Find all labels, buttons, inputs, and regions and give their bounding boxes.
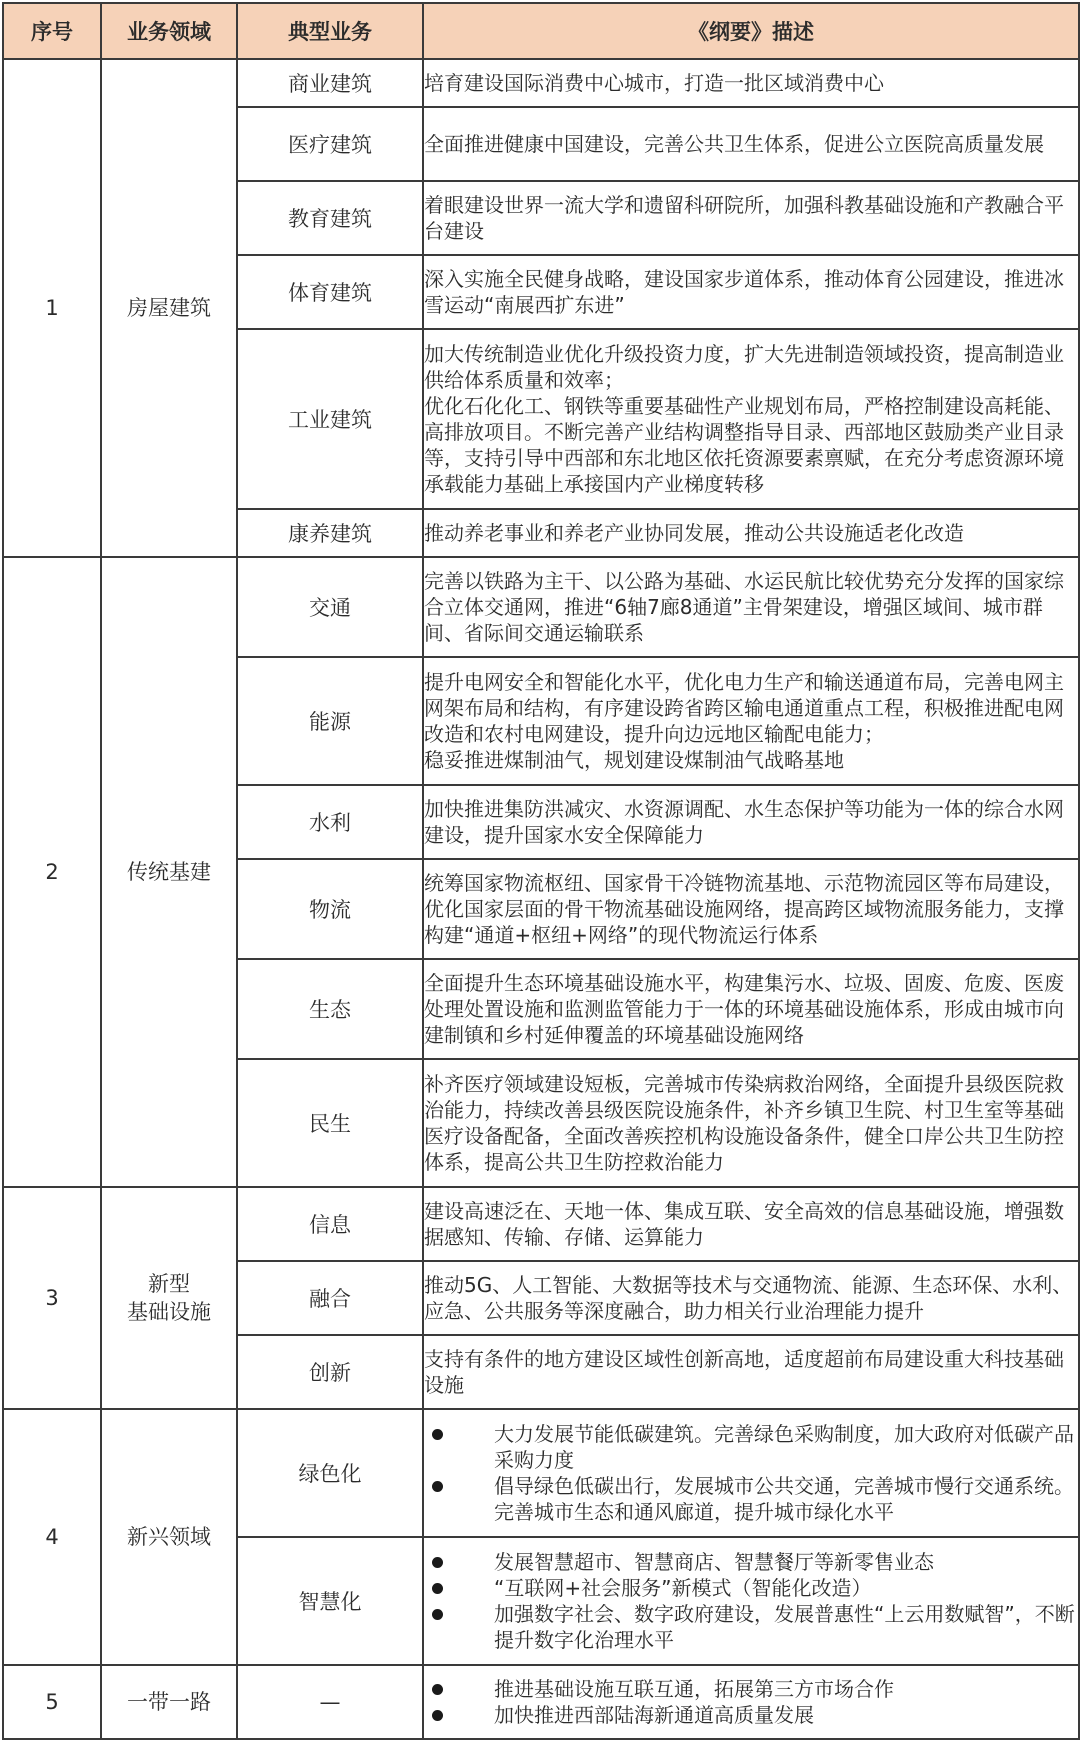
business-cell: 能源 bbox=[237, 657, 423, 785]
description-text: 推动养老事业和养老产业协同发展，推动公共设施适老化改造 bbox=[424, 521, 964, 545]
business-cell: 医疗建筑 bbox=[237, 107, 423, 181]
business-cell: 生态 bbox=[237, 959, 423, 1059]
business-cell: 体育建筑 bbox=[237, 255, 423, 329]
domain-label: 基础设施 bbox=[127, 1300, 211, 1324]
business-cell: 融合 bbox=[237, 1261, 423, 1335]
description-cell bbox=[423, 959, 1079, 1059]
business-cell: 信息 bbox=[237, 1187, 423, 1261]
description-text: 建设高速泛在、天地一体、集成互联、安全高效的信息基础设施，增强数据感知、传输、存储、运算能力 bbox=[424, 1199, 1064, 1249]
group-seq: 3 bbox=[3, 1187, 101, 1409]
bullet-text: 发展智慧超市、智慧商店、智慧餐厅等新零售业态 bbox=[494, 1550, 934, 1574]
group-domain bbox=[101, 59, 237, 557]
description-cell bbox=[423, 255, 1079, 329]
domain-label: 传统基建 bbox=[127, 860, 211, 884]
bullet-item bbox=[424, 1601, 1078, 1653]
description-cell bbox=[423, 657, 1079, 785]
header-seq: 序号 bbox=[3, 3, 101, 59]
description-text: 培育建设国际消费中心城市，打造一批区域消费中心 bbox=[424, 71, 884, 95]
description-cell bbox=[423, 1409, 1079, 1537]
group-seq: 1 bbox=[3, 59, 101, 557]
description-text: 稳妥推进煤制油气，规划建设煤制油气战略基地 bbox=[424, 748, 844, 772]
business-cell: 工业建筑 bbox=[237, 329, 423, 509]
group-domain bbox=[101, 1187, 237, 1409]
bullet-text: 加快推进西部陆海新通道高质量发展 bbox=[494, 1703, 814, 1727]
domain-label: 新兴领域 bbox=[127, 1525, 211, 1549]
bullet-item bbox=[424, 1473, 1078, 1525]
table-row bbox=[3, 1187, 1079, 1261]
description-cell bbox=[423, 181, 1079, 255]
business-cell: 民生 bbox=[237, 1059, 423, 1187]
business-cell: 康养建筑 bbox=[237, 509, 423, 557]
bullet-text: 倡导绿色低碳出行，发展城市公共交通，完善城市慢行交通系统。完善城市生态和通风廊道，提升城市绿化水平 bbox=[494, 1474, 1074, 1524]
group-domain bbox=[101, 1665, 237, 1739]
bullet-item bbox=[424, 1421, 1078, 1473]
business-cell: — bbox=[237, 1665, 423, 1739]
description-cell bbox=[423, 107, 1079, 181]
description-cell bbox=[423, 557, 1079, 657]
bullet-item bbox=[424, 1549, 1078, 1575]
bullet-dot-icon bbox=[432, 1710, 443, 1721]
business-cell: 商业建筑 bbox=[237, 59, 423, 107]
outline-table bbox=[2, 2, 1080, 1740]
table-row bbox=[3, 59, 1079, 107]
business-cell: 绿色化 bbox=[237, 1409, 423, 1537]
description-cell bbox=[423, 785, 1079, 859]
description-text: 统筹国家物流枢纽、国家骨干冷链物流基地、示范物流园区等布局建设，优化国家层面的骨干物流基础设施网络，提高跨区域物流服务能力，支撑构建“通道+枢纽+网络”的现代物流运行体系 bbox=[424, 871, 1064, 947]
description-text: 完善以铁路为主干、以公路为基础、水运民航比较优势充分发挥的国家综合立体交通网，推进“6轴7廊8通道”主骨架建设，增强区域间、城市群间、省际间交通运输联系 bbox=[424, 569, 1064, 645]
bullet-list bbox=[424, 1421, 1078, 1525]
bullet-item bbox=[424, 1702, 1078, 1728]
group-domain bbox=[101, 1409, 237, 1665]
description-cell bbox=[423, 1665, 1079, 1739]
description-text: 补齐医疗领域建设短板，完善城市传染病救治网络，全面提升县级医院救治能力，持续改善县级医院设施条件，补齐乡镇卫生院、村卫生室等基础医疗设备配备，全面改善疾控机构设施设备条件，健全口岸公共卫生防控体系，提高公共卫生防控救治能力 bbox=[424, 1072, 1064, 1174]
description-cell bbox=[423, 59, 1079, 107]
bullet-text: 大力发展节能低碳建筑。完善绿色采购制度，加大政府对低碳产品采购力度 bbox=[494, 1422, 1074, 1472]
domain-label: 新型 bbox=[148, 1272, 190, 1296]
business-cell: 物流 bbox=[237, 859, 423, 959]
bullet-dot-icon bbox=[432, 1481, 443, 1492]
description-text: 支持有条件的地方建设区域性创新高地，适度超前布局建设重大科技基础设施 bbox=[424, 1347, 1064, 1397]
bullet-list bbox=[424, 1676, 1078, 1728]
bullet-list bbox=[424, 1549, 1078, 1653]
bullet-dot-icon bbox=[432, 1684, 443, 1695]
table-row bbox=[3, 1409, 1079, 1537]
description-cell bbox=[423, 1187, 1079, 1261]
bullet-dot-icon bbox=[432, 1557, 443, 1568]
description-cell bbox=[423, 1261, 1079, 1335]
description-text: 着眼建设世界一流大学和遗留科研院所，加强科教基础设施和产教融合平台建设 bbox=[424, 193, 1064, 243]
description-text: 推动5G、人工智能、大数据等技术与交通物流、能源、生态环保、水利、应急、公共服务等深度融合，助力相关行业治理能力提升 bbox=[424, 1273, 1073, 1323]
description-text: 全面推进健康中国建设，完善公共卫生体系，促进公立医院高质量发展 bbox=[424, 132, 1044, 156]
table-body bbox=[3, 59, 1079, 1739]
table-row bbox=[3, 557, 1079, 657]
business-cell: 创新 bbox=[237, 1335, 423, 1409]
bullet-dot-icon bbox=[432, 1429, 443, 1440]
bullet-text: 推进基础设施互联互通，拓展第三方市场合作 bbox=[494, 1677, 894, 1701]
description-text: 提升电网安全和智能化水平，优化电力生产和输送通道布局，完善电网主网架布局和结构，有序建设跨省跨区输电通道重点工程，积极推进配电网改造和农村电网建设，提升向边远地区输配电能力； bbox=[424, 670, 1064, 746]
business-cell: 水利 bbox=[237, 785, 423, 859]
business-cell: 智慧化 bbox=[237, 1537, 423, 1665]
bullet-item bbox=[424, 1676, 1078, 1702]
description-text: 加快推进集防洪减灾、水资源调配、水生态保护等功能为一体的综合水网建设，提升国家水安全保障能力 bbox=[424, 797, 1064, 847]
domain-label: 房屋建筑 bbox=[127, 296, 211, 320]
description-cell bbox=[423, 1059, 1079, 1187]
description-text: 全面提升生态环境基础设施水平，构建集污水、垃圾、固废、危废、医废处理处置设施和监测监管能力于一体的环境基础设施体系，形成由城市向建制镇和乡村延伸覆盖的环境基础设施网络 bbox=[424, 971, 1064, 1047]
bullet-item bbox=[424, 1575, 1078, 1601]
group-seq: 4 bbox=[3, 1409, 101, 1665]
description-text: 优化石化化工、钢铁等重要基础性产业规划布局，严格控制建设高耗能、高排放项目。不断完善产业结构调整指导目录、西部地区鼓励类产业目录等，支持引导中西部和东北地区依托资源要素禀赋，在充分考虑资源环境承载能力基础上承接国内产业梯度转移 bbox=[424, 394, 1064, 496]
group-seq: 2 bbox=[3, 557, 101, 1187]
header-description: 《纲要》描述 bbox=[423, 3, 1079, 59]
header-business: 典型业务 bbox=[237, 3, 423, 59]
description-text: 深入实施全民健身战略，建设国家步道体系，推动体育公园建设，推进冰雪运动“南展西扩东进” bbox=[424, 267, 1064, 317]
business-cell: 教育建筑 bbox=[237, 181, 423, 255]
bullet-text: “互联网+社会服务”新模式（智能化改造） bbox=[494, 1576, 872, 1600]
table-row bbox=[3, 1665, 1079, 1739]
description-cell bbox=[423, 1537, 1079, 1665]
group-domain bbox=[101, 557, 237, 1187]
header-row bbox=[3, 3, 1079, 59]
business-cell: 交通 bbox=[237, 557, 423, 657]
description-text: 加大传统制造业优化升级投资力度，扩大先进制造领域投资，提高制造业供给体系质量和效率； bbox=[424, 342, 1064, 392]
bullet-text: 加强数字社会、数字政府建设，发展普惠性“上云用数赋智”，不断提升数字化治理水平 bbox=[494, 1602, 1075, 1652]
description-cell bbox=[423, 1335, 1079, 1409]
header-domain: 业务领域 bbox=[101, 3, 237, 59]
description-cell bbox=[423, 509, 1079, 557]
description-cell bbox=[423, 859, 1079, 959]
domain-label: 一带一路 bbox=[127, 1690, 211, 1714]
description-cell bbox=[423, 329, 1079, 509]
group-seq: 5 bbox=[3, 1665, 101, 1739]
bullet-dot-icon bbox=[432, 1583, 443, 1594]
bullet-dot-icon bbox=[432, 1609, 443, 1620]
